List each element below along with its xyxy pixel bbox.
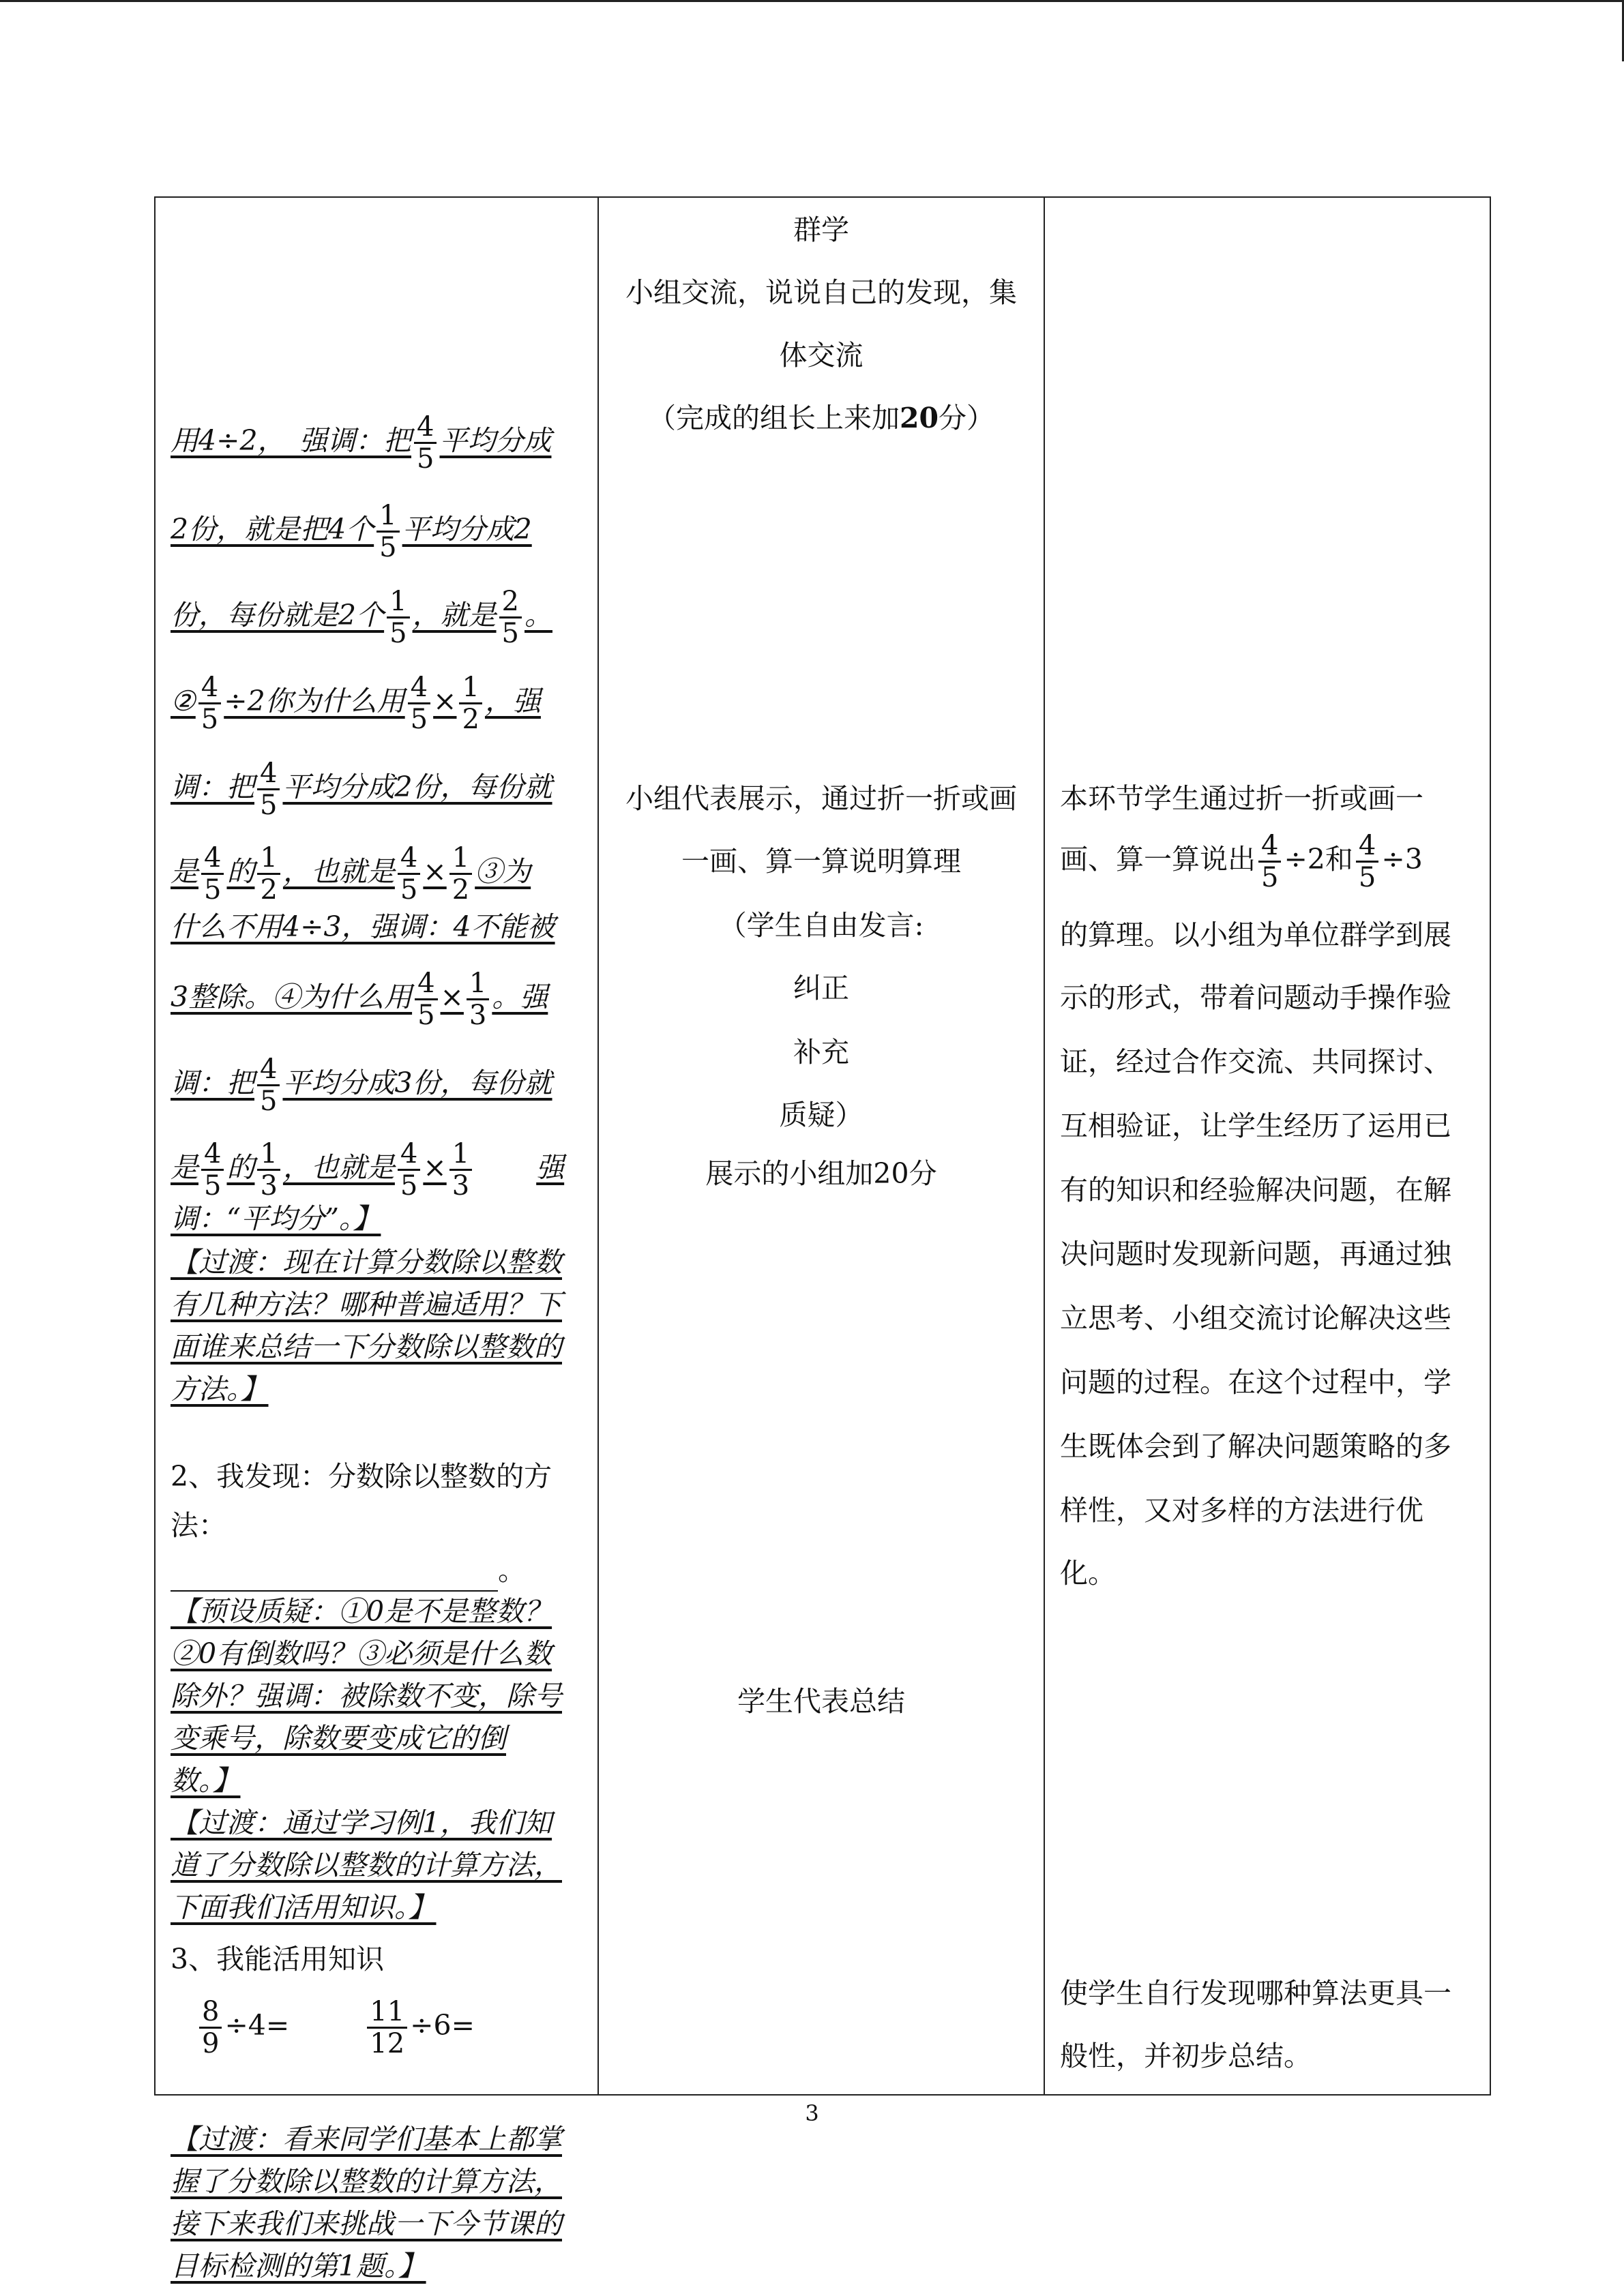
table-row [155,197,1490,2095]
transition-2-line-3: 下面我们活用知识。】 [171,1891,437,1924]
answer-blank: 。 [171,1549,526,1592]
col3-line-12: 样性，又对多样的方法进行优 [1060,1494,1423,1527]
col3-b-line-2: 般性，并初步总结。 [1060,2040,1312,2072]
transition-2-line-2: 道了分数除以整数的计算方法， [171,1849,562,1881]
transition-1-line-4: 方法。】 [171,1373,269,1405]
col1-line-5: 调：把 $\frac{4}{5}$ 平均分成2份，每份就 [171,758,552,821]
col3-line-10: 问题的过程。在这个过程中，学 [1060,1366,1451,1399]
group-study-label: 群学 [793,213,849,246]
design-intent-column [1044,197,1490,2095]
col1-line-7: 什么不用4÷3，强调：4不能被 [171,910,555,943]
col2-b-line-2: 一画、算一算说明算理 [681,845,961,878]
col3-line-6: 互相验证，让学生经历了运用已 [1060,1109,1451,1142]
doubt-line-5: 数。】 [171,1764,241,1797]
page-top-rule [0,0,1624,2]
col1-line-10: 是 $\frac{4}{5}$ 的 $\frac{1}{3}$ ，也就是 $\frac{4}{5}$ × $\frac{1}{3}$ 强 [171,1138,565,1202]
transition-3-line-4: 目标检测的第1题。】 [171,2250,426,2282]
transition-3-line-3: 接下来我们来挑战一下今节课的 [171,2207,562,2240]
col3-line-8: 决问题时发现新问题，再通过独 [1060,1238,1451,1270]
col3-line-13: 化。 [1060,1557,1116,1590]
transition-2-line-1: 【过渡：通过学习例1，我们知 [171,1806,552,1839]
fraction: $\frac{1}{3}$ [467,968,489,1030]
col1-line-1: 用4÷2， 强调：把 $\frac{4}{5}$ 平均分成 [171,411,552,475]
fraction: $\frac{2}{5}$ [499,586,522,648]
col1-line-6: 是 $\frac{4}{5}$ 的 $\frac{1}{2}$ ，也就是 $\frac{4}{5}$ × $\frac{1}{2}$ ③为 [171,842,531,906]
transition-3-line-1: 【过渡：看来同学们基本上都掌 [171,2123,562,2156]
col3-b-line-1: 使学生自行发现哪种算法更具一 [1060,1977,1451,2010]
page-number: 3 [805,2100,819,2126]
col1-line-3: 份，每份就是2个 $\frac{1}{5}$ ，就是 $\frac{2}{5}$ 。 [171,586,552,649]
fraction: $\frac{4}{5}$ [198,672,221,734]
fraction: $\frac{4}{5}$ [414,412,437,474]
fraction: $\frac{4}{5}$ [408,672,430,734]
col2-c-line-1: 学生代表总结 [737,1685,905,1718]
fraction: $\frac{1}{3}$ [449,1139,472,1201]
col2-a-line-3: 体交流 [779,339,863,372]
col3-line-7: 有的知识和经验解决问题，在解 [1060,1174,1451,1206]
fraction: $\frac{4}{5}$ [398,1139,420,1201]
col3-line-2: 画、算一算说出 $\frac{4}{5}$ ÷2和 $\frac{4}{5}$ ÷3 [1060,830,1423,893]
transition-1-line-1: 【过渡：现在计算分数除以整数 [171,1246,562,1279]
lesson-plan-table [154,196,1491,2282]
transition-3-line-2: 握了分数除以整数的计算方法， [171,2165,562,2198]
col1-line-8: 3整除。④为什么用 $\frac{4}{5}$ × $\frac{1}{3}$ 。强 [171,968,548,1031]
col3-line-3: 的算理。以小组为单位群学到展 [1060,919,1451,951]
fraction: $\frac{4}{5}$ [201,843,224,905]
section-2-line-1: 2、我发现：分数除以整数的方 [171,1460,552,1493]
col2-b-line-6: 质疑） [779,1099,863,1131]
col3-line-11: 生既体会到了解决问题策略的多 [1060,1430,1451,1463]
col2-b-line-4: 纠正 [793,972,849,1004]
col2-b-line-1: 小组代表展示，通过折一折或画 [625,782,1017,815]
col2-a-line-4: （完成的组长上来加20分） [647,402,995,434]
doubt-line-2: ②0有倒数吗？③必须是什么数 [171,1637,552,1670]
fraction: $\frac{1}{2}$ [257,843,280,905]
teacher-activity-column [155,197,598,2282]
col1-line-11: 调：“平均分”。】 [171,1202,381,1235]
fraction: $\frac{4}{5}$ [201,1139,224,1201]
col2-b-line-5: 补充 [793,1036,849,1069]
col3-line-5: 证，经过合作交流、共同探讨、 [1060,1045,1451,1078]
doubt-line-4: 变乘号，除数要变成它的倒 [171,1722,506,1755]
fraction: $\frac{1}{3}$ [257,1139,280,1201]
col3-line-4: 示的形式，带着问题动手操作验 [1060,981,1451,1014]
doubt-line-3: 除外？强调：被除数不变，除号 [171,1680,562,1712]
fraction: $\frac{1}{5}$ [377,501,399,563]
fraction: $\frac{11}{12}$ [367,1997,407,2059]
fraction: $\frac{4}{5}$ [1258,831,1281,893]
transition-1-line-3: 面谁来总结一下分数除以整数的 [171,1330,562,1363]
col3-line-1: 本环节学生通过折一折或画一 [1060,782,1423,815]
exercise-row: $\frac{8}{9}$ ÷4= $\frac{11}{12}$ ÷6= [196,1997,475,2059]
fraction: $\frac{4}{5}$ [1356,831,1378,893]
col1-line-9: 调：把 $\frac{4}{5}$ 平均分成3份，每份就 [171,1054,552,1117]
section-2-line-2: 法： [171,1509,226,1542]
fraction: $\frac{1}{2}$ [459,672,482,734]
col2-b-line-7: 展示的小组加20分 [705,1157,937,1190]
student-activity-column [598,197,1044,2095]
fraction: $\frac{8}{9}$ [199,1997,222,2059]
fraction: $\frac{1}{2}$ [449,843,472,905]
fraction: $\frac{4}{5}$ [257,1054,280,1116]
transition-1-line-2: 有几种方法？哪种普遍适用？下 [171,1288,562,1321]
fraction: $\frac{4}{5}$ [398,843,420,905]
doubt-line-1: 【预设质疑：①0是不是整数？ [171,1595,552,1628]
col2-a-line-2: 小组交流，说说自己的发现，集 [625,276,1017,309]
fraction: $\frac{1}{5}$ [387,586,409,648]
col2-b-line-3: （学生自由发言: [718,909,924,942]
section-3-title: 3、我能活用知识 [171,1943,385,1976]
col3-line-9: 立思考、小组交流讨论解决这些 [1060,1302,1451,1335]
fraction: $\frac{4}{5}$ [415,968,437,1030]
fraction: $\frac{4}{5}$ [257,758,280,820]
col1-line-2: 2份，就是把4个 $\frac{1}{5}$ 平均分成2 [171,500,532,563]
col1-line-4: ② $\frac{4}{5}$ ÷2你为什么用 $\frac{4}{5}$ × $\frac{1}{2}$ ，强 [171,672,541,735]
